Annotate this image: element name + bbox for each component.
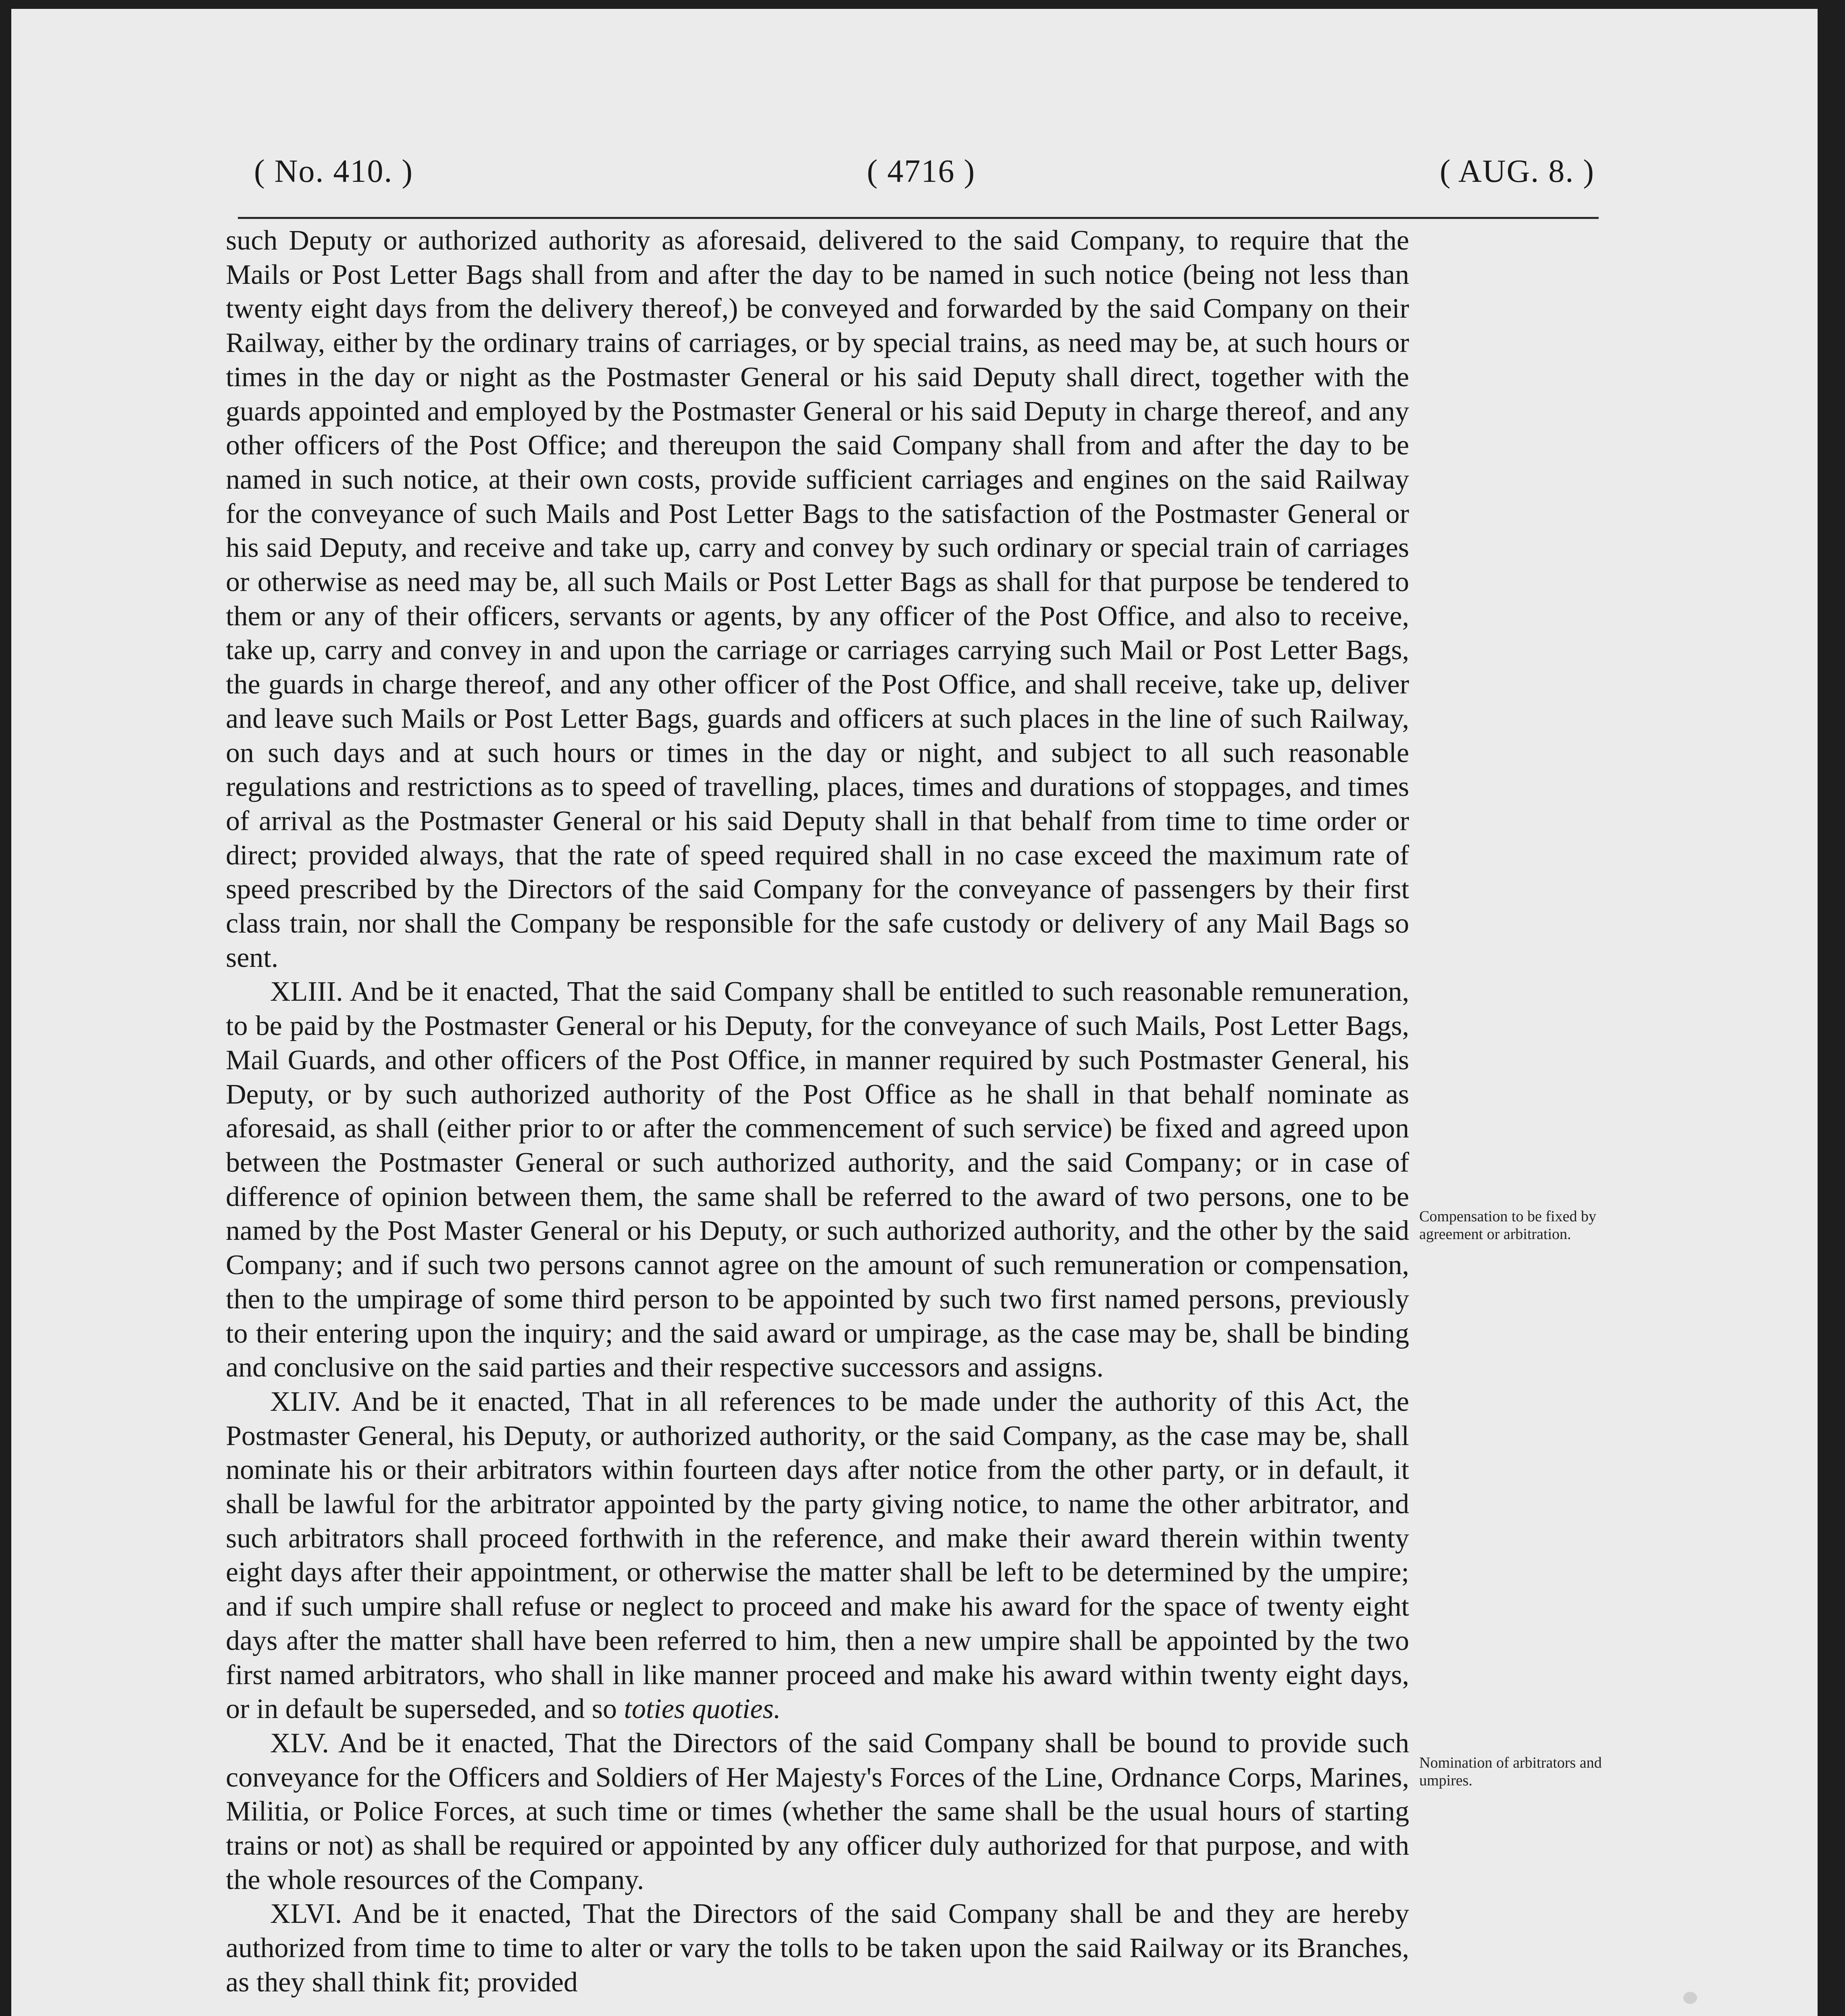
section-xliv-text: XLIV. And be it enacted, That in all references to be made under the authority of this Act, the Postmaster General, his Deputy, or authorized authority, or the said Company, as the case may be, shall nominate his or their arbitrators within fourteen days after notice from the other party, or in default, it shall be lawful for the arbitrator appointed by the party giving notice, to name the other arbitrator, and such arbitrators shall proceed forthwith in the reference, and make their award therein within twenty eight days after their appointment, or otherwise the matter shall be left to be determined by the umpire; and if such umpire shall refuse or neglect to proceed and make his award for the space of twenty eight days after the matter shall have been referred to him, then a new umpire shall be appointed by the two first named arbitrators, who shall in like manner proceed and make his award within twenty eight days, or in default be superseded, and so bbox=[226, 1386, 1409, 1725]
header-rule bbox=[238, 217, 1599, 219]
page-number: ( 4716 ) bbox=[867, 154, 976, 189]
gazette-number: ( No. 410. ) bbox=[254, 154, 414, 189]
section-xlv: XLV. And be it enacted, That the Directors of the said Company shall be bound to provide such conveyance for the Officers and Soldiers of Her Majesty's Forces of the Line, Ordnance Corps, Marines, Militia, or Police Forces, at such time or times (whether the same shall be the usual hours of starting trains or not) as shall be required or appointed by any officer duly authorized for that purpose, and with the whole resources of the Company. bbox=[226, 1727, 1409, 1895]
section-xliii: XLIII. And be it enacted, That the said Company shall be entitled to such reasonable remuneration, to be paid by the Postmaster General or his Deputy, for the conveyance of such Mails, Post Letter Bags, Mail Guards, and other officers of the Post Office, in manner required by such Postmaster General, his Deputy, or by such authorized authority of the Post Office as he shall in that behalf nominate as aforesaid, as shall (either prior to or after the commencement of such service) be fixed and agreed upon between the Postmaster General or such authorized authority, and the said Company; or in case of difference of opinion between them, the same shall be referred to the award of two persons, one to be named by the Post Master General or his Deputy, or such authorized authority, and the other by the said Company; and if such two persons cannot agree on the amount of such remuneration or compensation, then to the umpirage of some third person to be appointed by such two first named persons, previously to their entering upon the inquiry; and the said award or umpirage, as the case may be, shall be binding and conclusive on the said parties and their respective successors and assigns. bbox=[226, 976, 1409, 1383]
paper-blemish bbox=[1683, 1992, 1697, 2004]
paragraph-continued: such Deputy or authorized authority as aforesaid, delivered to the said Company, to require that the Mails or Post Letter Bags shall from and after the day to be named in such notice (being not less than twenty eight days from the delivery thereof,) be conveyed and forwarded by the said Company on their Railway, either by the ordinary trains of carriages, or by special trains, as need may be, at such hours or times in the day or night as the Postmaster General or his said Deputy shall direct, together with the guards appointed and employed by the Postmaster General or his said Deputy in charge thereof, and any other officers of the Post Office; and thereupon the said Company shall from and after the day to be named in such notice, at their own costs, provide sufficient carriages and engines on the said Railway for the conveyance of such Mails and Post Letter Bags to the satisfaction of the Postmaster General or his said Deputy, and receive and take up, carry and convey by such ordinary or special train of carriages or otherwise as need may be, all such Mails or Post Letter Bags as shall for that purpose be tendered to them or any of their officers, servants or agents, by any officer of the Post Office, and also to receive, take up, carry and convey in and upon the carriage or carriages carrying such Mail or Post Letter Bags, the guards in charge thereof, and any other officer of the Post Office, and shall receive, take up, deliver and leave such Mails or Post Letter Bags, guards and officers at such places in the line of such Railway, on such days and at such hours or times in the day or night, and subject to all such reasonable regulations and restrictions as to speed of travelling, places, times and durations of stoppages, and times of arrival as the Postmaster General or his said Deputy shall in that behalf from time to time order or direct; provided always, that the rate of speed required shall in no case exceed the maximum rate of speed prescribed by the Directors of the said Company for the conveyance of passengers by their first class train, nor shall the Company be responsible for the safe custody or delivery of any Mail Bags so sent. bbox=[226, 225, 1409, 973]
issue-date: ( AUG. 8. ) bbox=[1439, 154, 1595, 189]
margin-note-compensation: Compensation to be fixed by agreement or arbitration. bbox=[1419, 1208, 1597, 1243]
margin-note-nomination: Nomination of arbitrators and umpires. bbox=[1419, 1754, 1602, 1789]
body-text bbox=[226, 224, 1409, 2000]
section-xliv-italic-tail: toties quoties. bbox=[624, 1693, 781, 1725]
page-header bbox=[238, 153, 1599, 210]
section-xliv bbox=[226, 1385, 1409, 1727]
section-xlvi: XLVI. And be it enacted, That the Directors of the said Company shall be and they are hereby authorized from time to time to alter or vary the tolls to be taken upon the said Railway or its Branches, as they shall think fit; provided bbox=[226, 1898, 1409, 1998]
